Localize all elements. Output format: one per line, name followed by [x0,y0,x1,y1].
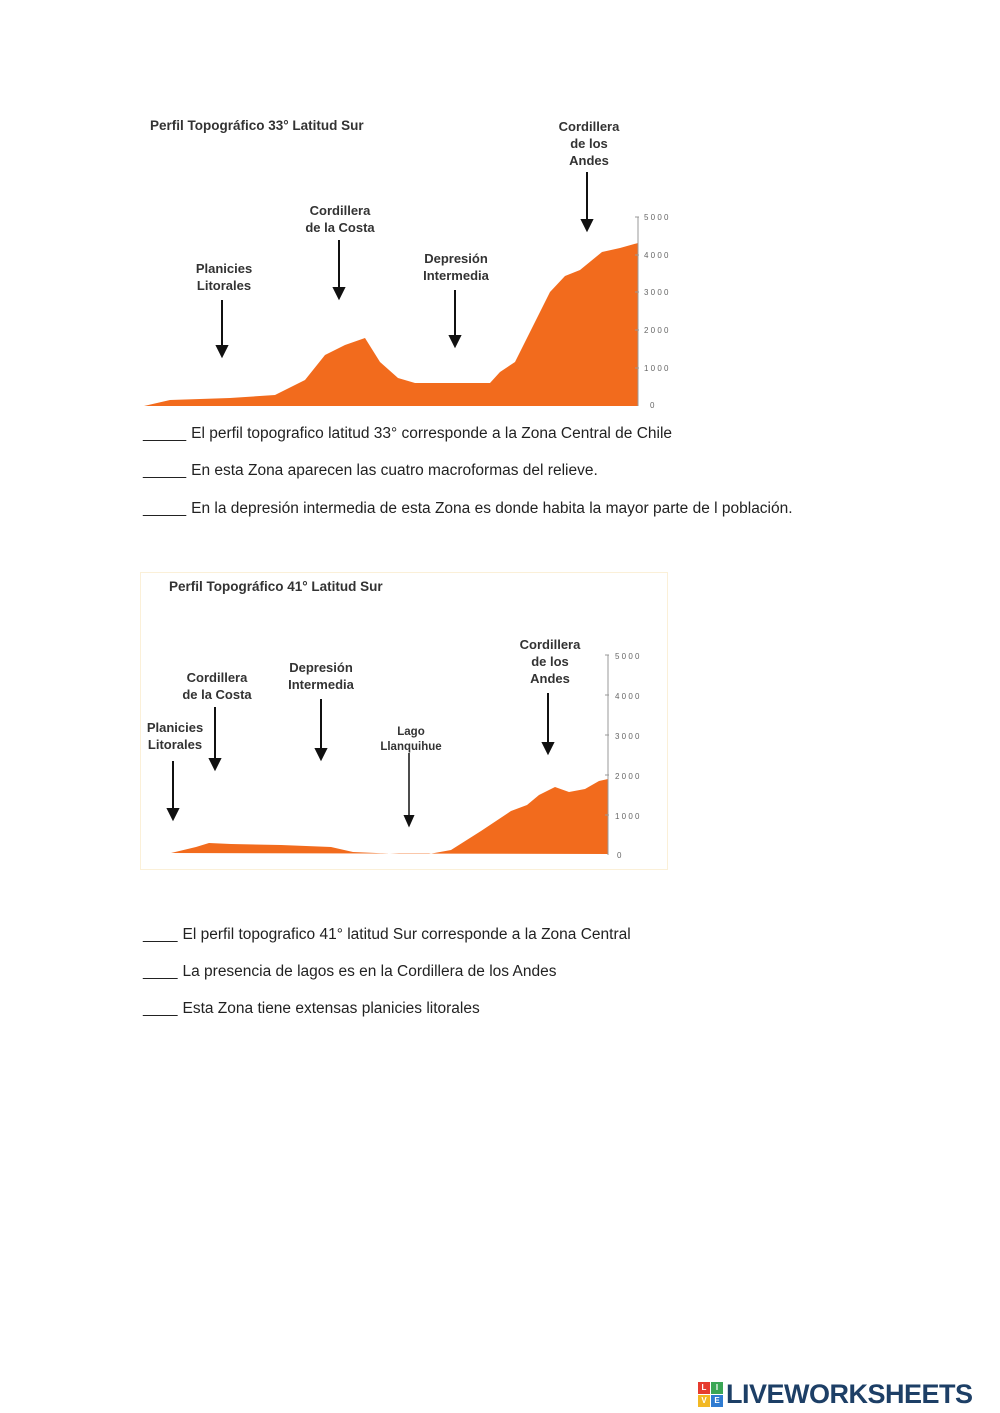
label-planicies-litorales: Planicies Litorales [195,261,253,293]
answer-blank[interactable]: ____ [143,1000,178,1017]
answer-blank[interactable]: ____ [143,926,178,943]
question-2 [143,462,598,480]
logo-letter: L [698,1382,710,1394]
logo-letter: V [698,1395,710,1407]
tick-label: 3 0 0 0 [644,288,669,297]
label-planicies-litorales: Planicies Litorales [146,720,204,752]
brand-logo-icon [698,1382,723,1407]
profile-41-arrows [168,693,553,825]
question-text: El perfil topografico latitud 33° corresponde a la Zona Central de Chile [191,425,673,442]
label-lago-llanquihue: Lago Llanquihue [380,726,442,753]
profile-41-title: Perfil Topográfico 41° Latitud Sur [169,579,383,594]
topographic-profile-33 [140,110,700,415]
tick-label: 5 0 0 0 [615,652,640,661]
logo-letter: I [711,1382,723,1394]
tick-label: 5 0 0 0 [644,213,669,222]
logo-letter: E [711,1395,723,1407]
answer-blank[interactable]: _____ [143,500,187,517]
label-cordillera-costa: Cordillera de la Costa [182,670,252,702]
topographic-profile-41 [140,572,668,870]
liveworksheets-brand[interactable] [698,1378,973,1410]
label-cordillera-andes: Cordillera de los Andes [558,119,620,168]
question-text: En la depresión intermedia de esta Zona es donde habita la mayor parte de l población. [191,500,793,517]
brand-wordmark: LIVEWORKSHEETS [726,1378,973,1409]
label-cordillera-costa: Cordillera de la Costa [305,203,375,235]
label-depresion-intermedia: Depresión Intermedia [288,660,354,692]
tick-label: 0 [617,851,622,860]
question-1 [143,425,672,443]
tick-label: 2 0 0 0 [644,326,669,335]
question-text: La presencia de lagos es en la Cordillera de los Andes [182,963,557,980]
answer-blank[interactable]: _____ [143,425,187,442]
question-text: En esta Zona aparecen las cuatro macroformas del relieve. [191,462,598,479]
question-text: Esta Zona tiene extensas planicies litorales [182,1000,480,1017]
answer-blank[interactable]: _____ [143,462,187,479]
question-text: El perfil topografico 41° latitud Sur corresponde a la Zona Central [182,926,631,943]
tick-label: 4 0 0 0 [644,251,669,260]
profile-33-title: Perfil Topográfico 33° Latitud Sur [150,118,364,133]
question-6 [143,1000,480,1018]
answer-blank[interactable]: ____ [143,963,178,980]
tick-label: 1 0 0 0 [644,364,669,373]
question-4 [143,926,631,944]
tick-label: 3 0 0 0 [615,732,640,741]
profile-41-terrain [171,779,608,854]
tick-label: 2 0 0 0 [615,772,640,781]
profile-41-svg [141,573,669,871]
label-depresion-intermedia: Depresión Intermedia [423,251,489,283]
question-5 [143,963,556,981]
tick-label: 1 0 0 0 [615,812,640,821]
tick-label: 0 [650,401,655,410]
tick-label: 4 0 0 0 [615,692,640,701]
question-3 [143,500,793,518]
label-cordillera-andes: Cordillera de los Andes [519,637,581,686]
